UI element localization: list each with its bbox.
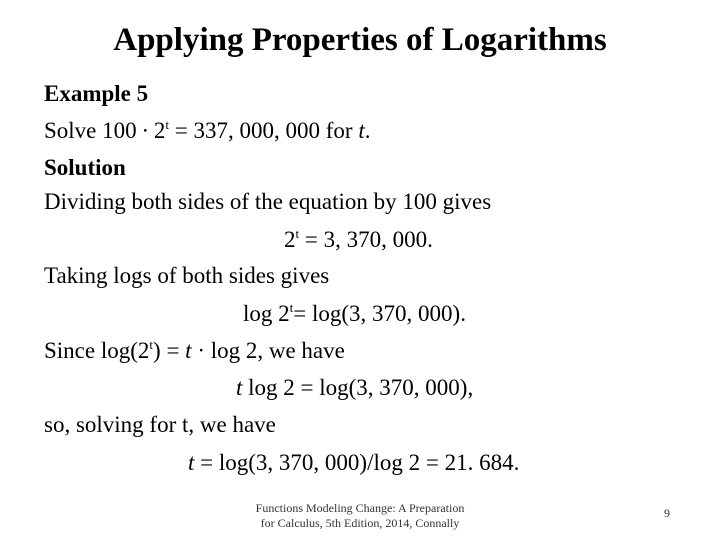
footer-citation: [240, 501, 480, 531]
footer-line-2: for Calculus, 5th Edition, 2014, Connally: [260, 516, 460, 530]
step3-text: [44, 337, 345, 365]
step3-text-mid: ) =: [153, 338, 186, 363]
problem-variable: t: [358, 118, 365, 143]
problem-text-end: .: [364, 118, 371, 143]
problem-text-pre: Solve 100 ∙ 2: [44, 118, 166, 143]
step3-equation: [236, 374, 473, 402]
slide-title: Applying Properties of Logarithms: [113, 22, 607, 58]
step2-text: Taking logs of both sides gives: [44, 263, 330, 288]
step2-eq-pre: log 2: [243, 301, 290, 326]
step4-equation: [188, 449, 519, 477]
step4-eq-rest: = log(3, 370, 000)/log 2 = 21. 684.: [194, 450, 520, 475]
step4-text: so, solving for t, we have: [44, 412, 276, 437]
step2-eq-exponent: t: [289, 300, 294, 315]
step1-eq-rest: = 3, 370, 000.: [299, 227, 433, 252]
page-number: 9: [664, 506, 670, 520]
step4-eq-variable: t: [188, 450, 195, 475]
step3-eq-variable: t: [236, 375, 243, 400]
step1-eq-exponent: t: [295, 226, 300, 241]
step2-equation: [243, 300, 466, 328]
example-label: Example 5: [44, 81, 149, 106]
step3-eq-rest: log 2 = log(3, 370, 000),: [242, 375, 474, 400]
step3-text-pre: Since log(2: [44, 338, 150, 363]
problem-text-post: = 337, 000, 000 for: [169, 118, 359, 143]
step3-text-exponent: t: [149, 337, 154, 352]
step2-eq-rest: = log(3, 370, 000).: [293, 301, 466, 326]
step1-text: Dividing both sides of the equation by 100 gives: [44, 189, 492, 214]
footer-line-1: Functions Modeling Change: A Preparation: [255, 501, 465, 515]
problem-exponent: t: [165, 117, 170, 132]
problem-statement: [44, 117, 370, 145]
step3-text-variable: t: [185, 338, 192, 363]
step1-equation: [284, 226, 433, 254]
step3-text-post: · log 2, we have: [191, 338, 345, 363]
solution-label: Solution: [44, 155, 126, 180]
step1-eq-base: 2: [284, 227, 296, 252]
